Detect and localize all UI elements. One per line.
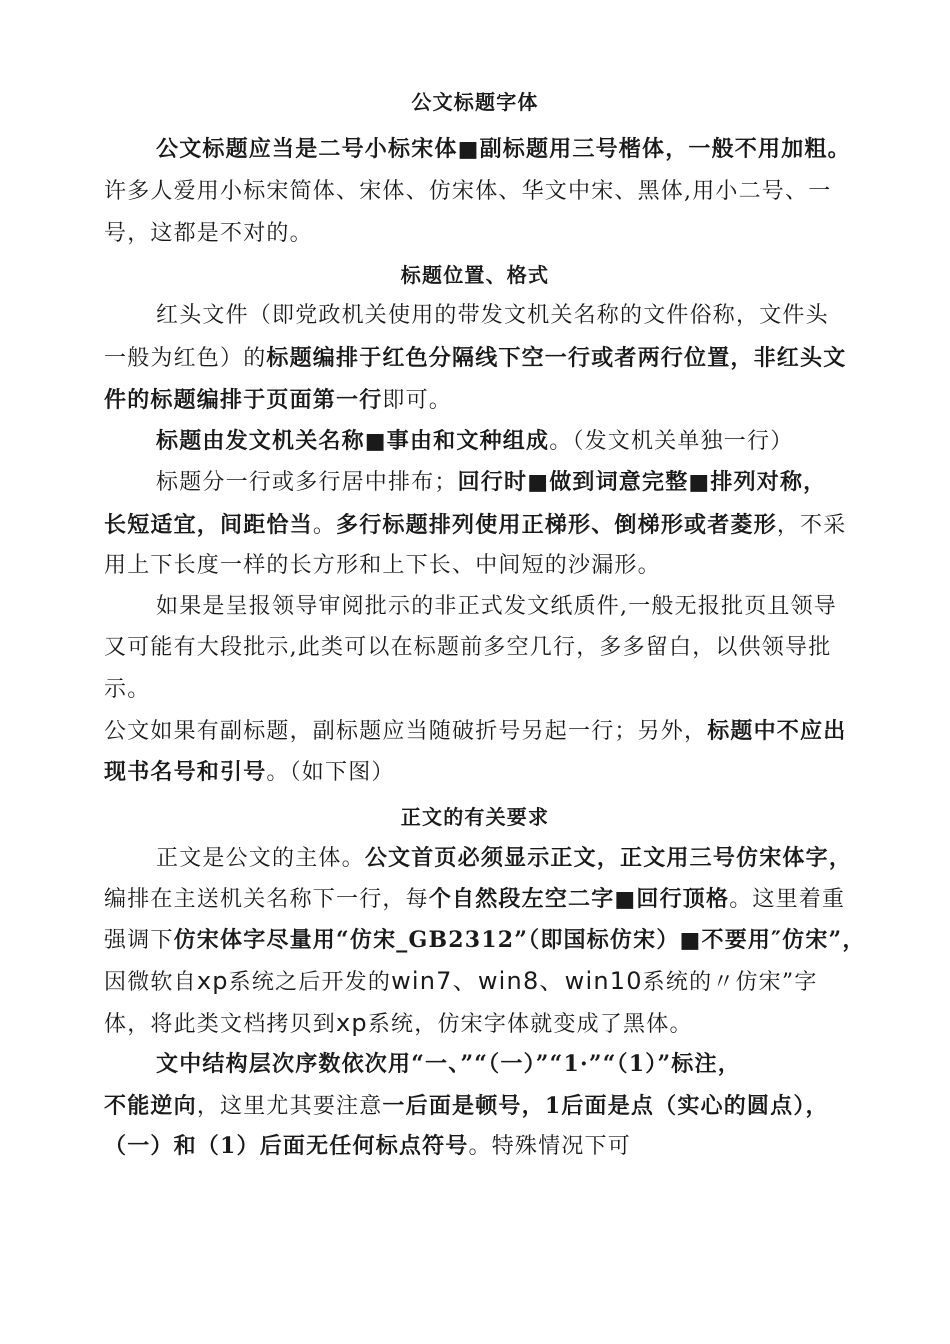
bold-text: 公文首页必须显示正文，正文用三号仿宋体字， bbox=[364, 845, 853, 871]
paragraph-line: 号，这都是不对的。 bbox=[104, 221, 313, 246]
plain-text: 因微软自 bbox=[104, 970, 197, 995]
bold-text: 多行标题排列使用正梯形、倒梯形或者菱形 bbox=[336, 512, 777, 538]
plain-text: 标题分一行或多行居中排布； bbox=[156, 470, 458, 495]
plain-text: 一般为红色）的 bbox=[104, 346, 267, 371]
paragraph-line bbox=[156, 467, 826, 498]
paragraph-line bbox=[156, 426, 793, 457]
paragraph-line bbox=[104, 1008, 693, 1040]
bold-text: 仿宋体字尽量用“仿宋_GB2312”（即国标仿宋）■不要用″仿宋”， bbox=[173, 927, 866, 953]
bold-text: 文中结构层次序数依次用“一、”“（一）”“1·”“（1）”标注， bbox=[156, 1051, 741, 1077]
plain-text: 。（如下图） bbox=[266, 760, 395, 785]
plain-text: ，不采 bbox=[776, 513, 847, 538]
section-heading-title-position: 标题位置、格式 bbox=[400, 263, 550, 287]
section-heading-body-requirements: 正文的有关要求 bbox=[400, 805, 550, 829]
bold-text: 回行时■做到词意完整■排列对称， bbox=[457, 469, 827, 495]
plain-text: 。这里着重 bbox=[729, 887, 846, 912]
paragraph-line bbox=[156, 843, 852, 874]
bold-text: 长短适宜，间距恰当 bbox=[104, 512, 313, 538]
bold-text: 标题中不应出 bbox=[707, 718, 847, 744]
plain-text: 系统之后开发的 bbox=[228, 970, 392, 995]
bold-text: 标题编排于红色分隔线下空一行或者两行位置，非红头文 bbox=[266, 345, 847, 371]
paragraph-line: 用上下长度一样的长方形和上下长、中间短的沙漏形。 bbox=[104, 553, 661, 578]
bold-text: 标题由发文机关名称■事由和文种组成 bbox=[156, 428, 550, 454]
paragraph-line bbox=[104, 1091, 829, 1122]
paragraph-line bbox=[104, 966, 818, 998]
latin-text: win7、win8、win10 bbox=[391, 967, 643, 995]
plain-text: 公文如果有副标题，副标题应当随破折号另起一行；另外， bbox=[104, 719, 708, 744]
paragraph-line bbox=[104, 757, 395, 788]
plain-text: 编排在主送机关名称下一行，每 bbox=[104, 887, 429, 912]
bold-text: 件的标题编排于页面第一行 bbox=[104, 387, 383, 413]
bold-text: 一后面是顿号，1后面是点（实心的圆点）， bbox=[382, 1093, 829, 1119]
latin-text: xp bbox=[196, 967, 229, 995]
paragraph-line bbox=[104, 884, 845, 915]
plain-text: 。 bbox=[312, 513, 337, 538]
paragraph-line bbox=[104, 925, 866, 956]
paragraph-line: 如果是呈报领导审阅批示的非正式发文纸质件,一般无报批页且领导 bbox=[156, 594, 837, 619]
plain-text: 。（发文机关单独一行） bbox=[549, 429, 794, 454]
paragraph-line: 又可能有大段批示,此类可以在标题前多空几行，多多留白，以供领导批 bbox=[104, 635, 832, 660]
paragraph-line bbox=[104, 343, 846, 374]
paragraph-line bbox=[104, 1131, 631, 1162]
paragraph-line bbox=[156, 1049, 741, 1080]
paragraph-line bbox=[104, 510, 846, 541]
latin-text: xp bbox=[336, 1009, 368, 1037]
bold-text: 现书名号和引号 bbox=[104, 759, 267, 785]
section-heading-title-font: 公文标题字体 bbox=[411, 90, 539, 114]
bold-text: 不能逆向 bbox=[104, 1093, 197, 1119]
plain-text: 体，将此类文档拷贝到 bbox=[104, 1012, 337, 1037]
plain-text: 。特殊情况下可 bbox=[468, 1134, 631, 1159]
paragraph-line: 示。 bbox=[104, 677, 151, 702]
paragraph-line bbox=[104, 716, 846, 747]
plain-text: 系统的〃仿宋”字 bbox=[642, 970, 818, 995]
bold-text: 公文标题应当是二号小标宋体■副标题用三号楷体，一般不用加粗。 bbox=[156, 136, 851, 162]
bold-text: 个自然段左空二字■回行顶格 bbox=[428, 886, 730, 912]
bold-text: （一）和（1）后面无任何标点符号 bbox=[104, 1133, 469, 1159]
plain-text: 即可。 bbox=[382, 388, 453, 413]
paragraph-line bbox=[104, 385, 452, 416]
plain-text: ，这里尤其要注意 bbox=[196, 1094, 383, 1119]
plain-text: 系统，仿宋字体就变成了黑体。 bbox=[367, 1012, 693, 1037]
paragraph-line: 红头文件（即党政机关使用的带发文机关名称的文件俗称，文件头 bbox=[156, 303, 829, 328]
paragraph-line: 许多人爱用小标宋简体、宋体、仿宋体、华文中宋、黑体,用小二号、一 bbox=[104, 179, 832, 204]
plain-text: 强调下 bbox=[104, 928, 174, 953]
paragraph-line bbox=[156, 134, 851, 165]
plain-text: 正文是公文的主体。 bbox=[156, 846, 365, 871]
